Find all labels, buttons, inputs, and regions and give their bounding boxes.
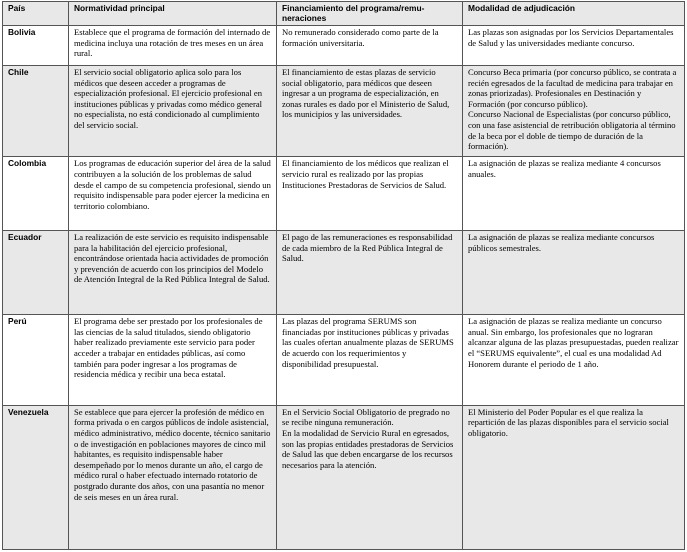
country-cell: Chile: [3, 66, 69, 157]
fin-cell: [277, 157, 463, 231]
fin-cell: [277, 315, 463, 406]
mod-cell: [463, 26, 685, 66]
table-row: [3, 315, 685, 406]
table-row: [3, 26, 685, 66]
table-row: [3, 405, 685, 549]
country-cell: Perú: [3, 315, 69, 406]
header-country: País: [3, 2, 69, 26]
country-cell: Venezuela: [3, 405, 69, 549]
mod-cell: [463, 315, 685, 406]
table-body: [3, 26, 685, 550]
fin-cell: [277, 66, 463, 157]
norm-paragraph: La realización de este servicio es requisito indispensable para la habilitación del ejercicio profesional, encontrándose orientada hacia actividades de promoción y prevención de acuerdo con los principios del Modelo de Atención Integral de la Red Pública Integral de Salud.: [74, 232, 270, 285]
fin-cell: [277, 26, 463, 66]
mod-paragraph: Concurso Beca primaria (por concurso público, se contrata a recién egresados de la facultad de medicina para trabajar en zonas priorizadas). Profesionales en Destinación y Formación (por concurso público).: [468, 67, 677, 109]
norm-cell: [69, 157, 277, 231]
country-cell: Ecuador: [3, 231, 69, 315]
fin-paragraph: No remunerado considerado como parte de la formación universitaria.: [282, 27, 439, 48]
norm-cell: [69, 66, 277, 157]
table-row: [3, 157, 685, 231]
mod-paragraph: El Ministerio del Poder Popular es el que realiza la repartición de las plazas disponibles para el servicio social obligatorio.: [468, 406, 669, 438]
fin-paragraph: El financiamiento de los médicos que realizan el servicio rural es realizado por las propias Instituciones Prestadoras de Servicios de Salud.: [282, 158, 449, 190]
mod-cell: [463, 405, 685, 549]
mod-cell: [463, 66, 685, 157]
comparison-table: [2, 1, 685, 550]
mod-paragraph: La asignación de plazas se realiza mediante 4 concursos anuales.: [468, 158, 661, 179]
mod-paragraph: La asignación de plazas se realiza mediante concursos públicos semestrales.: [468, 232, 655, 253]
norm-paragraph: El programa debe ser prestado por los profesionales de las ciencias de la salud titulados, siendo obligatorio haber realizado previamente este servicio para poder acceder a trabajar en entidades públicas, así como también para poder ingresar a los programas de residencia médica y recibir una beca estatal.: [74, 316, 263, 380]
table-row: [3, 66, 685, 157]
mod-paragraph: Las plazas son asignadas por los Servicios Departamentales de Salud y las universidades mediante concurso.: [468, 27, 674, 48]
fin-paragraph: El pago de las remuneraciones es responsabilidad de cada miembro de la Red Pública Integral de Salud.: [282, 232, 453, 264]
norm-paragraph: Los programas de educación superior del área de la salud contribuyen a la solución de los problemas de salud desde el campo de su competencia profesional, siendo un requisito indispensable para poder ejercer la medicina en territorio colombiano.: [74, 158, 271, 211]
header-financiamiento: Financiamiento del programa/remuneraciones: [277, 2, 463, 26]
norm-cell: [69, 26, 277, 66]
norm-cell: [69, 231, 277, 315]
fin-paragraph: En el Servicio Social Obligatorio de pregrado no se recibe ninguna remuneración.: [282, 406, 450, 428]
norm-paragraph: Establece que el programa de formación del internado de medicina incluya una rotación de tres meses en un área rural.: [74, 27, 271, 59]
mod-cell: [463, 231, 685, 315]
mod-paragraph: Concurso Nacional de Especialistas (por concurso público, con una fase asistencial de retribución obligatoria al término de la beca por el doble de tiempo de duración de la formación).: [468, 109, 676, 152]
table-row: [3, 231, 685, 315]
header-modalidad: Modalidad de adjudicación: [463, 2, 685, 26]
fin-paragraph: El financiamiento de estas plazas de servicio social obligatorio, para médicos que deseen ingresar a un programa de especialización, en zonas rurales es dado por el Ministerio de Salud, los municipios y las universidades.: [282, 67, 450, 120]
mod-paragraph: La asignación de plazas se realiza mediante un concurso anual. Sin embargo, los profesionales que no lograran alcanzar alguna de las plazas presupuestadas, pueden realizar el “SERUMS equivalente”, el cual es una modalidad Ad Honorem durante el periodo de 1 año.: [468, 316, 679, 369]
header-row: [3, 2, 685, 26]
fin-paragraph: Las plazas del programa SERUMS son financiadas por instituciones públicas y privadas las cuales ofertan anualmente plazas de SERUMS de acuerdo con los requerimientos y disponibilidad presupuestal.: [282, 316, 454, 369]
country-cell: Colombia: [3, 157, 69, 231]
mod-cell: [463, 157, 685, 231]
norm-cell: [69, 315, 277, 406]
fin-paragraph: En la modalidad de Servicio Rural en egresados, son las propias entidades prestadoras de Servicios de Salud las que deben encargarse de los recursos necesarios para la atención.: [282, 427, 454, 470]
norm-cell: [69, 405, 277, 549]
header-normatividad: Normatividad principal: [69, 2, 277, 26]
norm-paragraph: El servicio social obligatorio aplica solo para los médicos que deseen acceder a programas de especialización profesional. El ejercicio profesional en instituciones públicas y privadas como médico general no especialista, no está condicionado al cumplimiento del servicio social.: [74, 67, 263, 130]
norm-paragraph: Se establece que para ejercer la profesión de médico en forma privada o en cargos públicos de índole asistencial, médico administrativo, médico docente, técnico sanitario o de investigación en poblaciones mayores de cinco mil habitantes, es requisito indispensable haber desempeñado por lo menos durante un año, el cargo de médico rural o haber efectuado internado rotatorio de postgrado durante dos años, con una pasantía no menor de seis meses en un área rural.: [74, 406, 271, 502]
fin-cell: [277, 405, 463, 549]
fin-cell: [277, 231, 463, 315]
country-cell: Bolivia: [3, 26, 69, 66]
